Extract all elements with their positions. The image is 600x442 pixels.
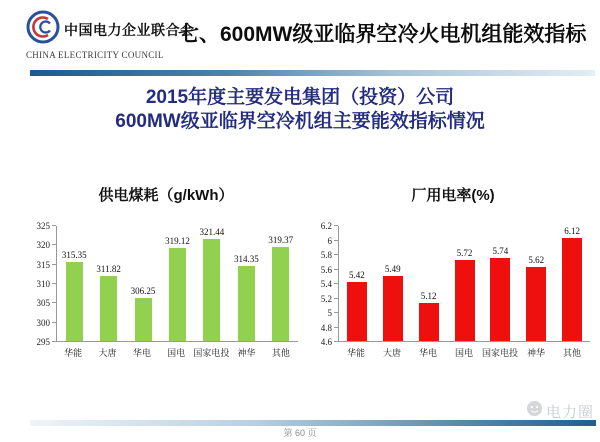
watermark-text: 电力圈 bbox=[545, 403, 594, 421]
bar bbox=[490, 258, 510, 341]
bar-slot bbox=[482, 226, 518, 341]
slide-title: 七、600MW级亚临界空冷火电机组能效指标 bbox=[178, 23, 587, 46]
bar bbox=[419, 303, 439, 341]
bar-slot bbox=[375, 226, 411, 341]
watermark bbox=[526, 400, 594, 422]
x-category-label: 其他 bbox=[563, 348, 582, 358]
bar bbox=[526, 267, 546, 341]
bar bbox=[347, 282, 367, 341]
bar-value-label: 5.42 bbox=[349, 269, 365, 280]
y-tick-label: 310 bbox=[36, 279, 50, 289]
dianliquan-face-icon bbox=[526, 400, 543, 422]
y-tick-label: 6.2 bbox=[320, 221, 332, 231]
bar-value-label: 314.35 bbox=[233, 254, 259, 265]
chart-aux-power-rate bbox=[312, 184, 594, 362]
bar-value-label: 5.62 bbox=[528, 255, 545, 266]
bar-slot bbox=[554, 226, 590, 341]
cec-emblem-icon bbox=[26, 10, 60, 44]
bar bbox=[100, 276, 117, 341]
plot-area bbox=[312, 206, 594, 362]
bar-value-label: 311.82 bbox=[96, 263, 121, 274]
y-tick-label: 5.6 bbox=[320, 264, 332, 275]
bar-slot bbox=[160, 226, 194, 341]
y-tick-label: 320 bbox=[36, 240, 50, 251]
x-category-label: 华电 bbox=[418, 348, 437, 358]
y-tick-label: 5.8 bbox=[320, 250, 332, 260]
x-category-label: 大唐 bbox=[382, 348, 401, 358]
bar-value-label: 315.35 bbox=[61, 250, 87, 261]
bars-container bbox=[338, 226, 590, 342]
subtitle-line1: 2015年度主要发电集团（投资）公司 bbox=[145, 87, 455, 108]
bar-slot bbox=[447, 226, 483, 341]
bar-slot bbox=[339, 226, 375, 341]
y-axis bbox=[30, 221, 56, 347]
bar-slot bbox=[91, 226, 125, 341]
subtitle bbox=[0, 86, 600, 134]
y-tick-label: 315 bbox=[36, 259, 50, 270]
bar-value-label: 6.12 bbox=[564, 226, 580, 236]
x-category-label: 其他 bbox=[271, 348, 290, 358]
bar bbox=[169, 248, 186, 341]
bar-value-label: 5.12 bbox=[420, 291, 437, 302]
bar-slot bbox=[518, 226, 554, 341]
y-tick-label: 5.4 bbox=[320, 279, 332, 289]
x-category-label: 华电 bbox=[132, 348, 151, 358]
bar bbox=[455, 260, 475, 341]
x-category-label: 国家电投 bbox=[482, 348, 519, 358]
y-tick-label: 300 bbox=[36, 317, 50, 328]
x-category-label: 神华 bbox=[527, 348, 546, 358]
bar-value-label: 321.44 bbox=[199, 226, 225, 237]
y-tick-label: 5 bbox=[327, 308, 332, 318]
bar-value-label: 5.49 bbox=[384, 264, 401, 275]
bar bbox=[272, 247, 289, 341]
bar bbox=[203, 239, 220, 341]
chart-title: 厂用电率(%) bbox=[411, 187, 495, 204]
bar-value-label: 5.74 bbox=[492, 246, 509, 257]
bar bbox=[562, 238, 582, 341]
header bbox=[0, 0, 600, 68]
org-name-cn: 中国电力企业联合会 bbox=[64, 22, 195, 38]
x-category-label: 国家电投 bbox=[193, 348, 230, 358]
bar-slot bbox=[411, 226, 447, 341]
y-tick-label: 325 bbox=[36, 221, 50, 231]
y-tick-label: 4.8 bbox=[320, 322, 332, 333]
bar-slot bbox=[57, 226, 91, 341]
bar-value-label: 319.37 bbox=[268, 234, 294, 245]
chart-title: 供电煤耗（g/kWh） bbox=[98, 187, 234, 204]
x-axis-labels bbox=[56, 346, 298, 360]
x-category-label: 华能 bbox=[64, 348, 83, 358]
bar-slot bbox=[264, 226, 298, 341]
bar bbox=[135, 298, 152, 342]
plot-area bbox=[30, 206, 302, 362]
y-tick-label: 295 bbox=[36, 337, 50, 347]
x-category-label: 国电 bbox=[454, 348, 473, 358]
bar-slot bbox=[126, 226, 160, 341]
bar-value-label: 319.12 bbox=[165, 235, 190, 246]
y-axis bbox=[312, 221, 338, 347]
x-category-label: 国电 bbox=[167, 348, 186, 358]
chart-coal-consumption bbox=[30, 184, 302, 362]
bars-container bbox=[56, 226, 298, 342]
y-tick-label: 305 bbox=[36, 298, 50, 309]
page-number: 第 60 页 bbox=[283, 428, 317, 438]
bar bbox=[383, 276, 403, 341]
bar bbox=[66, 262, 83, 341]
y-tick-label: 5.2 bbox=[320, 293, 332, 304]
bar-value-label: 5.72 bbox=[456, 247, 473, 258]
bar-slot bbox=[195, 226, 229, 341]
x-axis-labels bbox=[338, 346, 590, 360]
bar bbox=[238, 266, 255, 341]
y-tick-label: 6 bbox=[327, 235, 332, 246]
org-name-en: CHINA ELECTRICITY COUNCIL bbox=[26, 50, 164, 60]
bar-value-label: 306.25 bbox=[130, 285, 156, 296]
header-divider bbox=[30, 70, 595, 76]
subtitle-line2: 600MW级亚临界空冷机组主要能效指标情况 bbox=[115, 111, 485, 132]
bar-slot bbox=[229, 226, 263, 341]
y-tick-label: 4.6 bbox=[320, 337, 332, 347]
x-category-label: 华能 bbox=[346, 348, 365, 358]
x-category-label: 神华 bbox=[237, 348, 256, 358]
x-category-label: 大唐 bbox=[98, 348, 117, 358]
